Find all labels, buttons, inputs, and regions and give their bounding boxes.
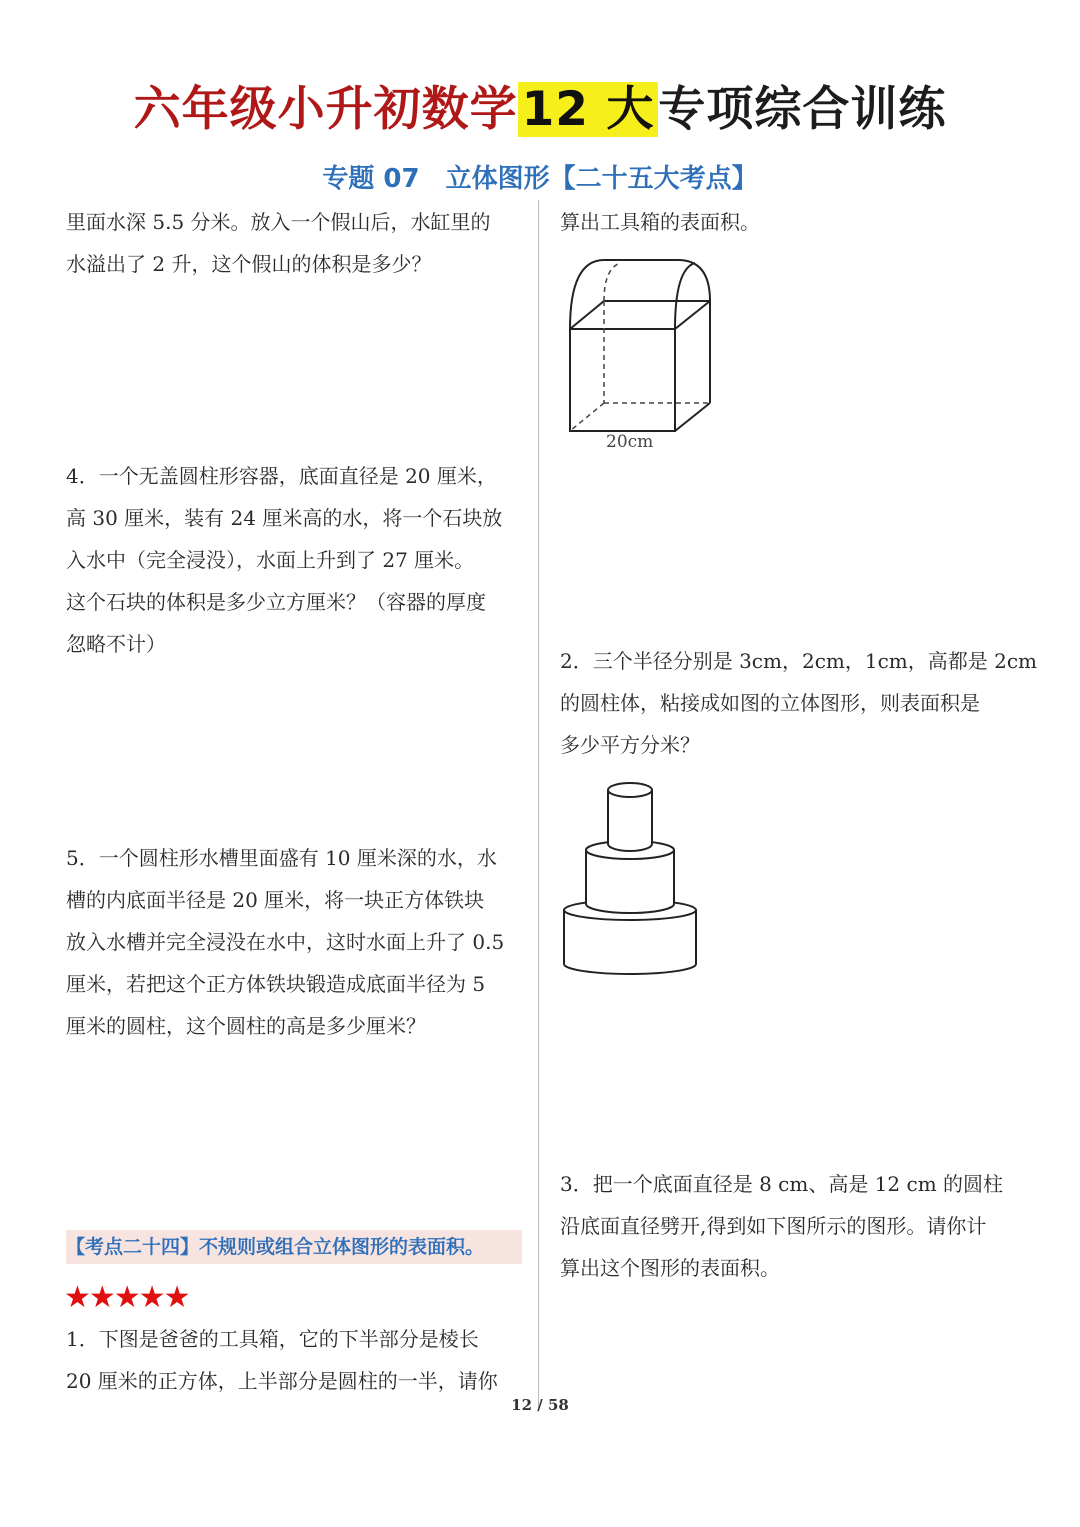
title-highlight: 12 大 xyxy=(518,82,659,137)
text-line: 3．把一个底面直径是 8 cm、高是 12 cm 的圆柱 xyxy=(560,1172,1004,1196)
text-line: 高 30 厘米，装有 24 厘米高的水，将一个石块放 xyxy=(66,506,503,530)
text-line: 这个石块的体积是多少立方厘米？（容器的厚度 xyxy=(66,590,486,614)
column-divider xyxy=(538,200,539,1410)
text-line: 槽的内底面半径是 20 厘米，将一块正方体铁块 xyxy=(66,888,485,912)
problem-2 xyxy=(560,640,1038,766)
text-line: 放入水槽并完全浸没在水中，这时水面上升了 0.5 xyxy=(66,930,505,954)
text-line: 厘米的圆柱，这个圆柱的高是多少厘米？ xyxy=(66,1014,426,1038)
text-line: 多少平方分米？ xyxy=(560,733,700,757)
problem-5 xyxy=(66,837,526,1047)
text-line: 的圆柱体，粘接成如图的立体图形，则表面积是 xyxy=(560,691,980,715)
problem-3 xyxy=(560,1163,1030,1289)
toolbox-edge-label: 20cm xyxy=(606,432,654,452)
text-line: 4．一个无盖圆柱形容器，底面直径是 20 厘米， xyxy=(66,464,497,488)
text-line: 厘米，若把这个正方体铁块锻造成底面半径为 5 xyxy=(66,972,486,996)
problem-continued-left xyxy=(66,201,526,285)
text-line: 2．三个半径分别是 3cm，2cm，1cm，高都是 2cm xyxy=(560,649,1038,673)
section-heading-kaodian-24: 【考点二十四】不规则或组合立体图形的表面积。 xyxy=(66,1230,522,1264)
page-number: 12 / 58 xyxy=(511,1396,569,1414)
text-line: 水溢出了 2 升，这个假山的体积是多少？ xyxy=(66,252,432,276)
page-title xyxy=(0,72,1080,139)
text-line: 算出工具箱的表面积。 xyxy=(560,210,760,234)
problem-1 xyxy=(66,1318,526,1402)
text-line: 入水中（完全浸没），水面上升到了 27 厘米。 xyxy=(66,548,475,572)
text-line: 里面水深 5.5 分米。放入一个假山后，水缸里的 xyxy=(66,210,491,234)
stacked-cylinders-figure xyxy=(558,778,703,983)
text-line: 1．下图是爸爸的工具箱，它的下半部分是棱长 xyxy=(66,1327,479,1351)
text-line: 20 厘米的正方体，上半部分是圆柱的一半，请你 xyxy=(66,1369,498,1393)
problem-1-continued xyxy=(560,201,1030,243)
text-line: 忽略不计） xyxy=(66,632,166,656)
title-part-1: 六年级小升初数学 xyxy=(133,82,518,137)
problem-4 xyxy=(66,455,526,665)
difficulty-stars-icon: ★★★★★ xyxy=(64,1280,189,1315)
text-line: 算出这个图形的表面积。 xyxy=(560,1256,780,1280)
text-line: 沿底面直径劈开,得到如下图所示的图形。请你计 xyxy=(560,1214,987,1238)
page-subtitle: 专题 07 立体图形【二十五大考点】 xyxy=(322,164,758,194)
text-line: 5．一个圆柱形水槽里面盛有 10 厘米深的水，水 xyxy=(66,846,497,870)
title-part-2: 专项综合训练 xyxy=(658,82,947,137)
